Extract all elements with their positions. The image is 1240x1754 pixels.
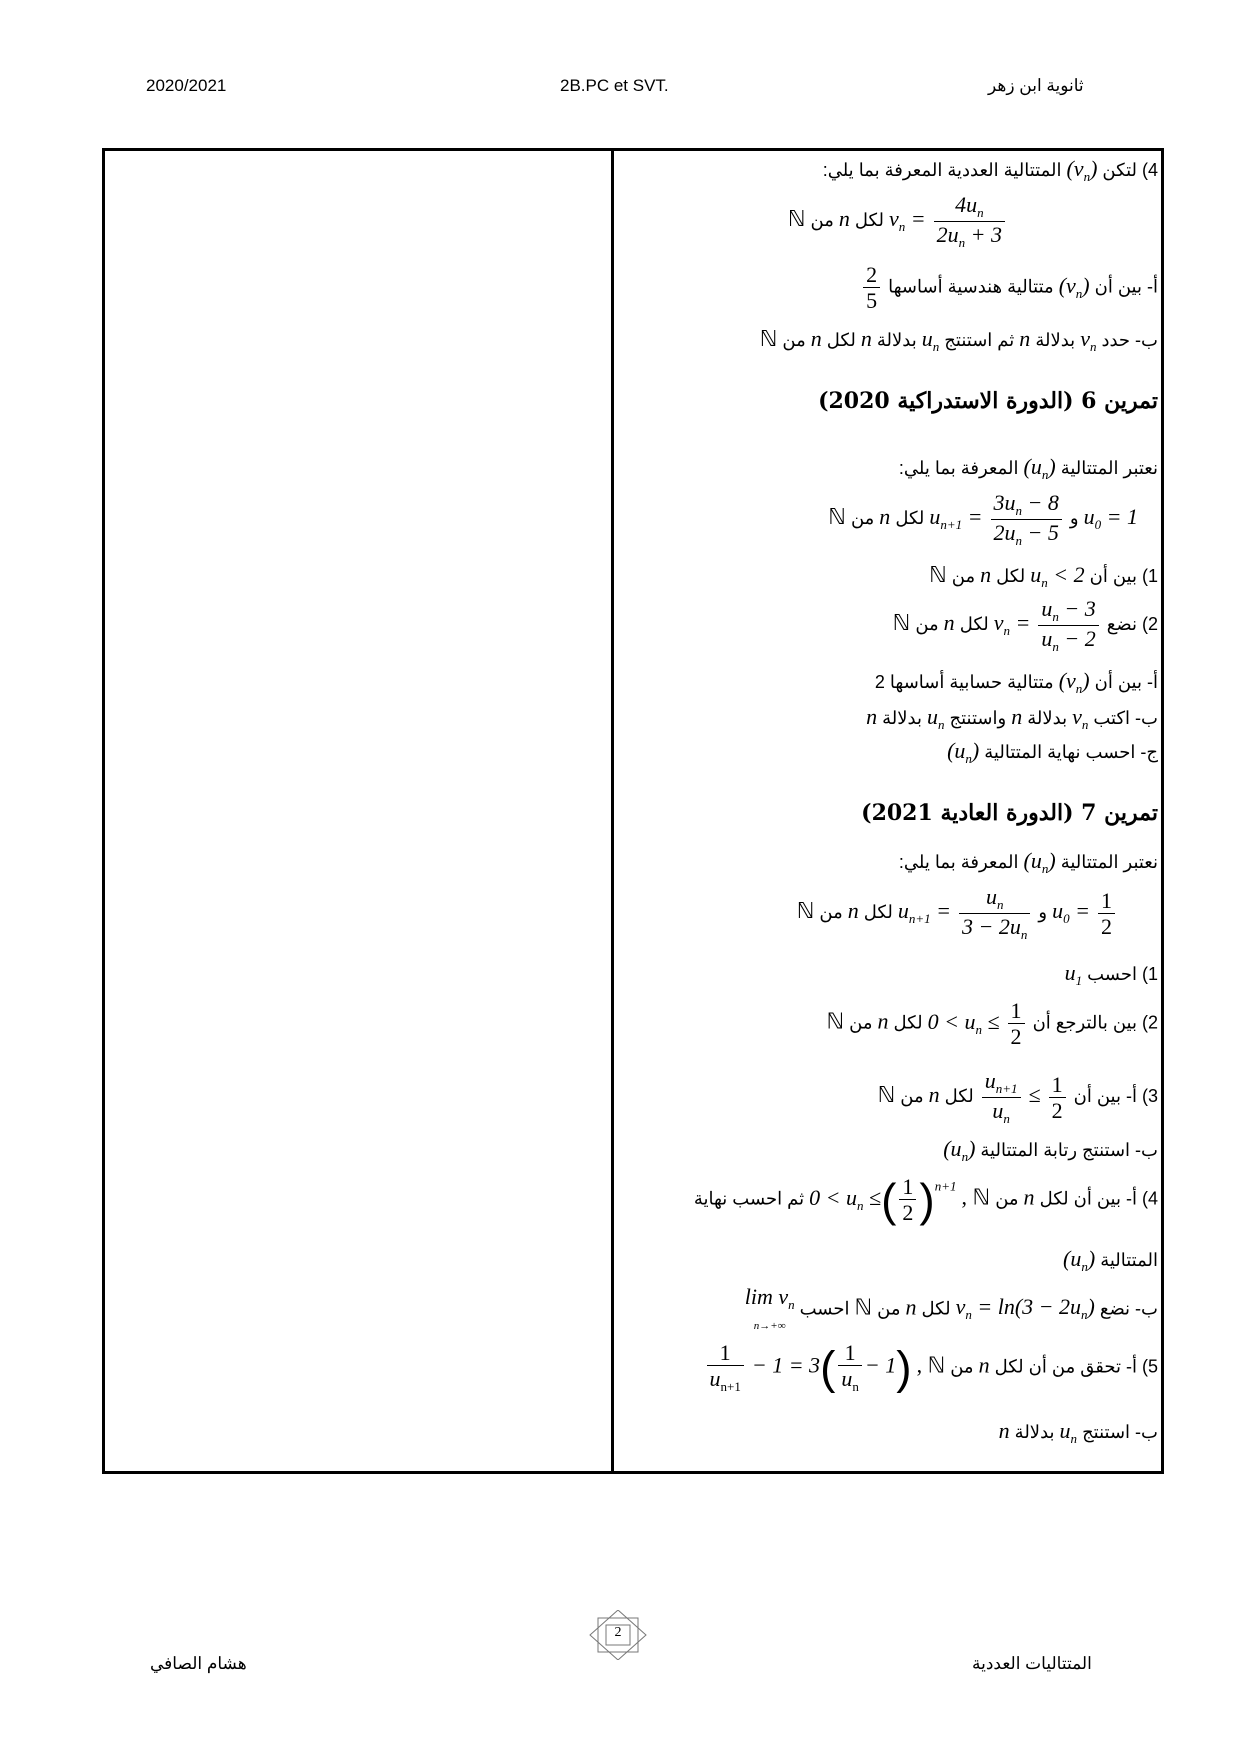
- empty-left-column: [105, 151, 610, 1471]
- ex6-q2: ℕ من n لكل $v_n$ = $\frac{u_n - 3}{u_n - 2}$ 2) نضع: [892, 596, 1158, 654]
- ex5-v-definition: ℕ من n لكل $v_n$ = $\frac{4u_n}{2u_n + 3}$: [788, 192, 1008, 251]
- ex7-q4a-cont: $(u_n)$ المتتالية: [1063, 1246, 1158, 1274]
- ex6-definition: ℕ من n لكل $u_{n+1}$ = $\frac{3u_n - 8}{2u_n - 5}$ و $u_0 = 1$: [828, 490, 1138, 548]
- ex6-q1: ℕ من n لكل $u_n < 2$ 1) بين أن: [929, 562, 1158, 590]
- ex7-q3a: ℕ من n لكل $\frac{u_{n+1}}{u_n}$ ≤ $\frac{1}{2}$ 3) أ- بين أن: [877, 1068, 1158, 1126]
- header-class: 2B.PC et SVT.: [560, 76, 669, 95]
- ex5-q4b: ℕ من n لكل n بدلالة $u_n$ ثم استنتج n بدلالة $v_n$ ب- حدد: [759, 326, 1158, 354]
- ex7-q4b: $\lim v_n$ n→+∞ احسب ℕ من n لكل $v_n = \ln(3 - 2u_n)$ ب- نضع: [744, 1284, 1158, 1332]
- header-year: 2020/2021: [146, 76, 227, 95]
- column-divider: [611, 148, 614, 1474]
- ex7-intro: المعرفة بما يلي: $(u_n)$ نعتبر المتتالية: [898, 848, 1158, 876]
- page-number: 2: [614, 1625, 622, 1640]
- ex5-q4a: $\frac{2}{5}$ متتالية هندسية أساسها $(v_n)$ أ- بين أن: [860, 262, 1158, 314]
- footer-chapter: المتتاليات العددية: [972, 1654, 1092, 1673]
- ex6-q2b: n بدلالة $u_n$ واستنتج n بدلالة $v_n$ ب- اكتب: [866, 704, 1158, 732]
- ex6-title: تمرين 6 (الدورة الاستدراكية 2020): [818, 388, 1158, 414]
- ex7-q5a: $\frac{1}{u_{n+1}}$ − 1 = 3( $\frac{1}{u_n}$ − 1) , ℕ من n 5) أ- تحقق من أن لكل: [704, 1340, 1159, 1395]
- footer-author: هشام الصافي: [150, 1654, 247, 1673]
- ex7-q5b: n بدلالة $u_n$ ب- استنتج: [998, 1418, 1158, 1446]
- ex7-title: تمرين 7 (الدورة العادية 2021): [861, 800, 1158, 826]
- ex7-q3b: $(u_n)$ ب- استنتج رتابة المتتالية: [943, 1136, 1158, 1164]
- ex5-q4-intro: المتتالية العددية المعرفة بما يلي: $(v_n)$ 4) لتكن: [822, 156, 1158, 184]
- header-school: ثانوية ابن زهر: [988, 76, 1084, 95]
- page-number-ornament: [588, 1610, 648, 1660]
- ex7-q1: $u_1$ 1) احسب: [1064, 960, 1158, 988]
- ex6-intro: المعرفة بما يلي: $(u_n)$ نعتبر المتتالية: [898, 454, 1158, 482]
- ex7-definition: ℕ من n لكل $u_{n+1}$ = $\frac{u_n}{3 - 2u_n}$ و $u_0$ = $\frac{1}{2}$: [797, 884, 1118, 943]
- ex7-q2: ℕ من n لكل $0 < u_n$ ≤ $\frac{1}{2}$ 2) بين بالترجع أن: [826, 998, 1158, 1050]
- ex6-q2c: $(u_n)$ ج- احسب نهاية المتتالية: [947, 738, 1158, 766]
- ex6-q2a: متتالية حسابية أساسها 2 $(v_n)$ أ- بين أن: [874, 668, 1158, 696]
- exercise-column: [618, 150, 1158, 1470]
- ex7-q4a: ثم احسب نهاية $0 < u_n$ ≤( $\frac{1}{2}$ )$^{n+1}$ , ℕ من n 4) أ- بين أن لكل: [693, 1173, 1158, 1226]
